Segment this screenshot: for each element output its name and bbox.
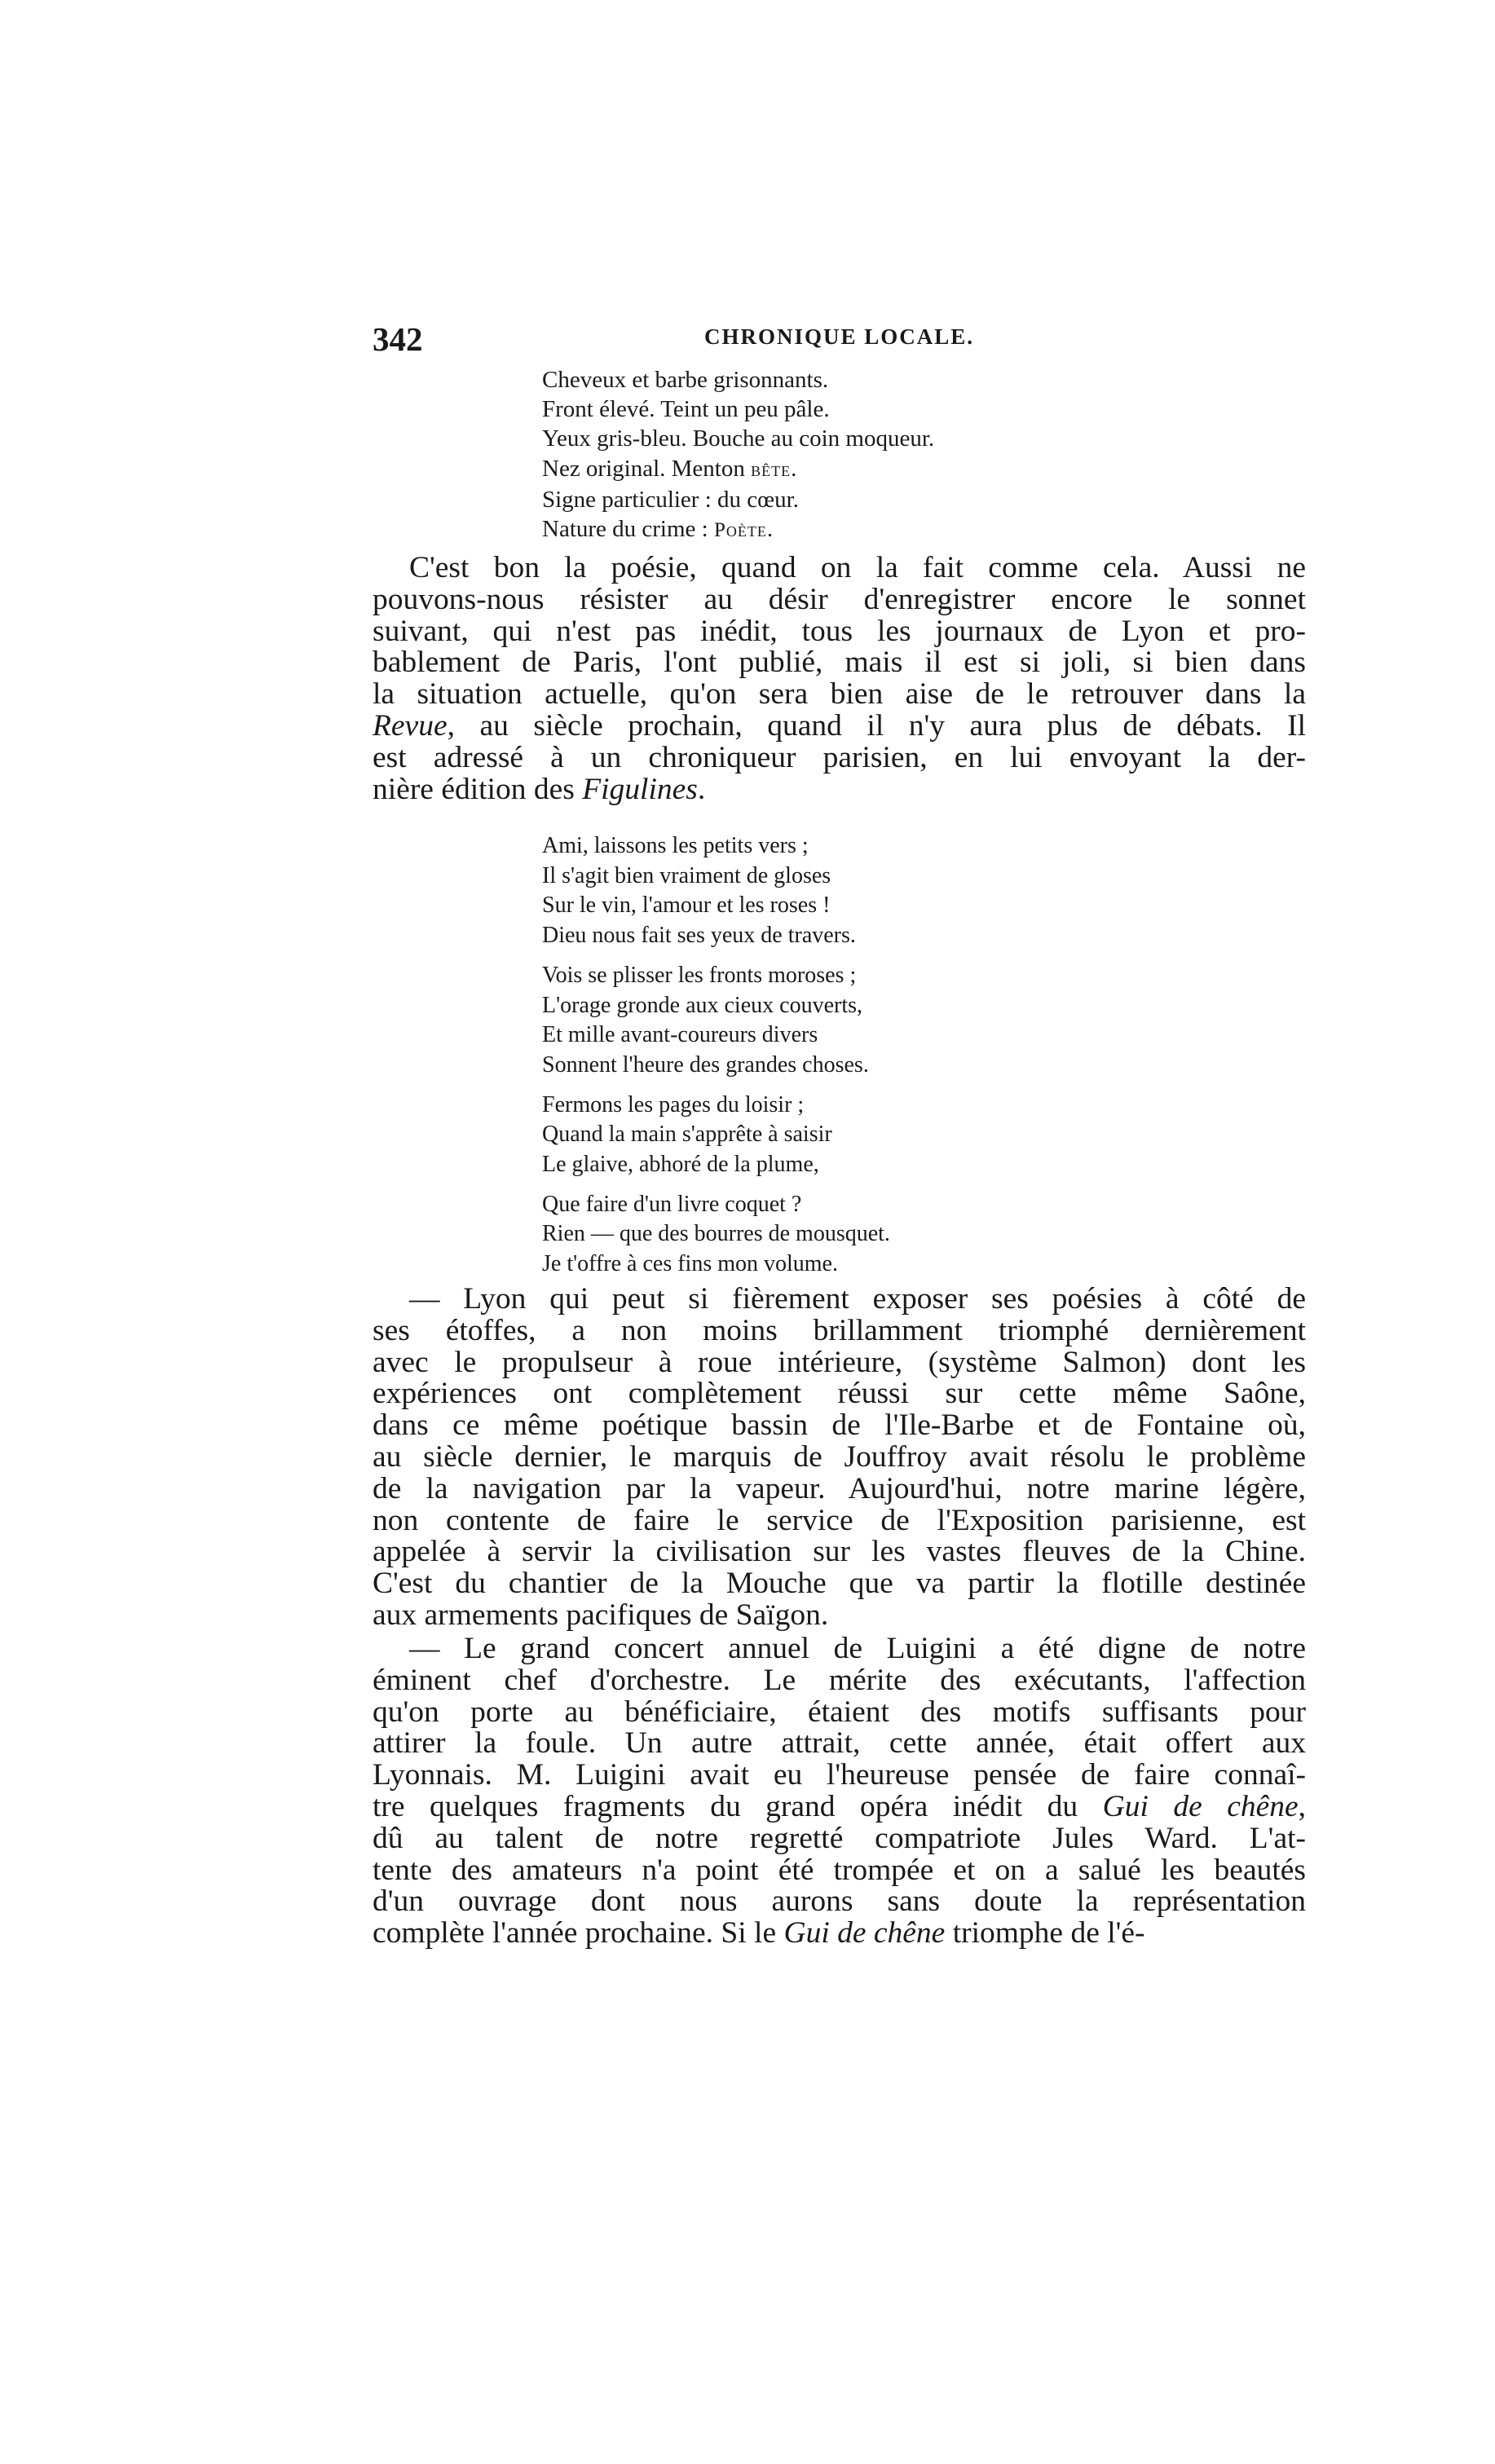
text-line: au siècle dernier, le marquis de Jouffroy avait résolu le problème <box>373 1439 1306 1474</box>
line-text: triomphe de l'é- <box>945 1916 1145 1950</box>
italic-title: Gui de chêne <box>1102 1789 1299 1823</box>
text-line: d'un ouvrage dont nous aurons sans doute la représentation <box>373 1884 1306 1919</box>
sonnet <box>542 831 890 1289</box>
italic-title: Revue <box>373 708 448 743</box>
sonnet-line: Il s'agit bien vraiment de gloses <box>542 862 831 888</box>
running-head: CHRONIQUE LOCALE. <box>703 324 975 349</box>
text-line: — Le grand concert annuel de Luigini a été digne de notre <box>409 1632 1306 1665</box>
page-header <box>373 320 1306 360</box>
small-caps-word: Poète <box>713 519 767 542</box>
text-line: de la navigation par la vapeur. Aujourd'hui, notre marine légère, <box>373 1471 1306 1505</box>
text-line: tente des amateurs n'a point été trompée et on a salué les beautés <box>373 1853 1306 1887</box>
text-line: ses étoffes, a non moins brillamment triomphé dernièrement <box>373 1313 1306 1347</box>
verse-line <box>542 454 934 485</box>
line-text: . <box>766 516 774 543</box>
text-line: bablement de Paris, l'ont publié, mais il est si joli, si bien dans <box>373 646 1306 680</box>
sonnet-line: Le glaive, abhoré de la plume, <box>542 1152 819 1178</box>
line-text: , au siècle prochain, quand il n'y aura plus de débats. Il <box>447 708 1306 743</box>
line-text: . <box>791 455 797 482</box>
line-text: , <box>1298 1789 1306 1823</box>
verse-line <box>542 424 934 453</box>
verse-line <box>542 485 934 514</box>
line-text: . <box>697 772 706 806</box>
text-line: appelée à servir la civilisation sur les vastes fleuves de la Chine. <box>373 1535 1306 1569</box>
italic-title: Gui de chêne <box>783 1916 946 1950</box>
text-line: attirer la foule. Un autre attrait, cette année, était offert aux <box>373 1726 1306 1761</box>
paragraph-poesie <box>373 553 1306 805</box>
text-line <box>373 708 1306 743</box>
text-line: aux armements pacifiques de Saïgon. <box>373 1598 829 1632</box>
text-line: la situation actuelle, qu'on sera bien aise de le retrouver dans la <box>373 677 1306 712</box>
paragraph-lyon-propulseur <box>373 1284 1306 1632</box>
text-line: dû au talent de notre regretté compatriote Jules Ward. L'at- <box>373 1821 1306 1855</box>
text-line <box>373 1789 1306 1823</box>
verse-line <box>542 365 934 395</box>
sonnet-stanza <box>542 1091 890 1180</box>
line-text: Yeux gris-bleu. Bouche au coin moqueur. <box>542 425 935 452</box>
sonnet-stanza <box>542 961 890 1081</box>
text-line: C'est du chantier de la Mouche que va partir la flotille destinée <box>373 1567 1306 1601</box>
small-caps-word: bête <box>751 458 792 481</box>
description-verse <box>542 365 934 545</box>
text-line: — Lyon qui peut si fièrement exposer ses poésies à côté de <box>409 1282 1306 1316</box>
text-line: qu'on porte au bénéficiaire, étaient des motifs suffisants pour <box>373 1695 1306 1729</box>
sonnet-line: Dieu nous fait ses yeux de travers. <box>542 923 856 949</box>
sonnet-line: Ami, laissons les petits vers ; <box>542 833 809 858</box>
text-line <box>373 1918 1306 1950</box>
verse-line <box>542 514 934 545</box>
line-text: complète l'année prochaine. Si le <box>373 1916 784 1950</box>
line-text: Nez original. Menton <box>542 455 752 482</box>
text-line: éminent chef d'orchestre. Le mérite des exécutants, l'affection <box>373 1663 1306 1697</box>
line-text: Nature du crime : <box>542 516 714 543</box>
text-line: Lyonnais. M. Luigini avait eu l'heureuse pensée de faire connaî- <box>373 1758 1306 1792</box>
sonnet-line: Je t'offre à ces fins mon volume. <box>542 1251 838 1277</box>
line-text: Front élevé. Teint un peu pâle. <box>542 396 830 423</box>
page-number: 342 <box>373 320 423 358</box>
sonnet-line: Sur le vin, l'amour et les roses ! <box>542 893 831 919</box>
text-line: pouvons-nous résister au désir d'enregistrer encore le sonnet <box>373 582 1306 616</box>
text-line: avec le propulseur à roue intérieure, (système Salmon) dont les <box>373 1345 1306 1379</box>
sonnet-line: L'orage gronde aux cieux couverts, <box>542 992 862 1018</box>
text-line <box>373 774 1306 806</box>
text-line: non contente de faire le service de l'Exposition parisienne, est <box>373 1503 1306 1537</box>
sonnet-stanza <box>542 831 890 951</box>
sonnet-line: Fermons les pages du loisir ; <box>542 1091 805 1117</box>
text-line: C'est bon la poésie, quand on la fait comme cela. Aussi ne <box>409 551 1306 584</box>
sonnet-line: Sonnent l'heure des grandes choses. <box>542 1051 869 1078</box>
line-text: Cheveux et barbe grisonnants. <box>542 367 829 393</box>
sonnet-line: Vois se plisser les fronts moroses ; <box>542 962 857 988</box>
text-line: suivant, qui n'est pas inédit, tous les journaux de Lyon et pro- <box>373 614 1306 648</box>
verse-line <box>542 395 934 424</box>
sonnet-line: Rien — que des bourres de mousquet. <box>542 1221 890 1247</box>
text-line: dans ce même poétique bassin de l'Ile-Barbe et de Fontaine où, <box>373 1408 1306 1443</box>
paragraph-concert-luigini <box>373 1633 1306 1950</box>
line-text: tre quelques fragments du grand opéra inédit du <box>373 1789 1103 1823</box>
sonnet-line: Que faire d'un livre coquet ? <box>542 1191 802 1217</box>
line-text: Signe particulier : du cœur. <box>542 486 799 513</box>
text-line: est adressé à un chroniqueur parisien, en lui envoyant la der- <box>373 740 1306 774</box>
italic-title: Figulines <box>582 772 698 806</box>
line-text: nière édition des <box>373 772 583 806</box>
sonnet-line: Quand la main s'apprête à saisir <box>542 1122 832 1148</box>
sonnet-stanza <box>542 1190 890 1280</box>
sonnet-line: Et mille avant-coureurs divers <box>542 1022 818 1048</box>
text-line: expériences ont complètement réussi sur cette même Saône, <box>373 1377 1306 1411</box>
